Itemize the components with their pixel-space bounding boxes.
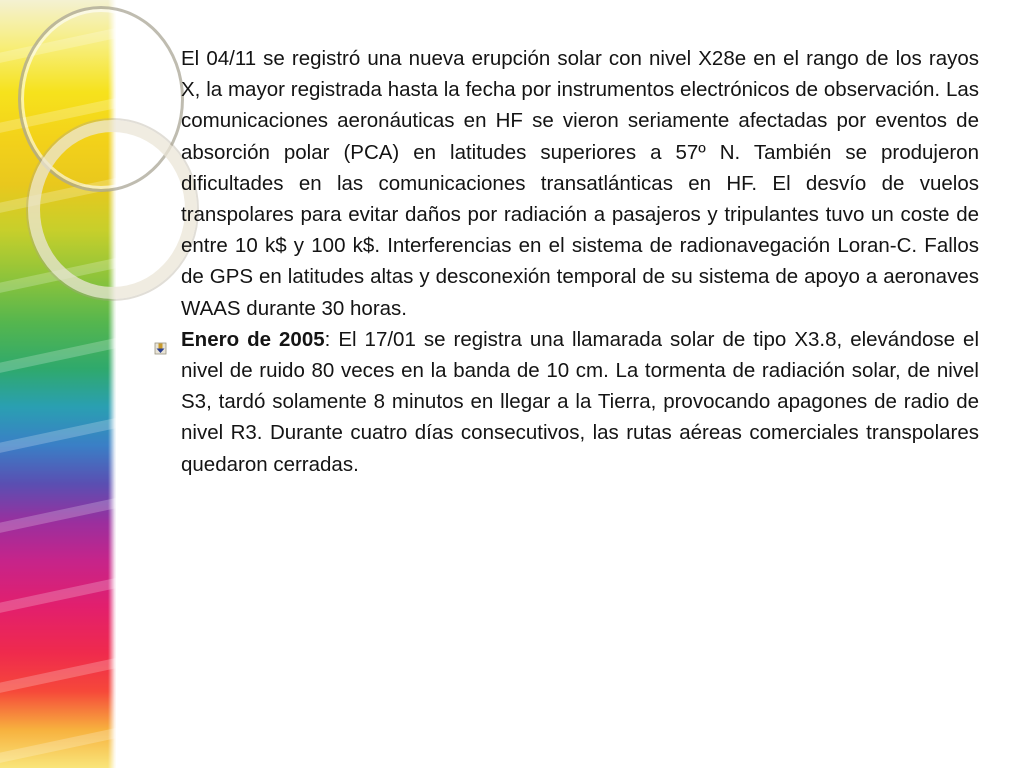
bullet-icon (154, 333, 167, 346)
bullet-heading: Enero de 2005 (181, 327, 325, 351)
bullet-text: El 17/01 se registra una llamarada solar de tipo X3.8, elevándose el nivel de ruido 80 veces en la banda de 10 cm. La tormenta de radiación solar, de nivel S3, tardó solamente 8 minutos en llegar a la Tierra, provocando apagones de radio de nivel R3. Durante cuatro días consecutivos, las rutas aéreas comerciales transpolares quedaron cerradas. (181, 327, 980, 476)
stripe (0, 569, 159, 620)
bullet-separator: : (324, 327, 331, 351)
paragraph: El 04/11 se registró una nueva erupción solar con nivel X28e en el rango de los rayos X, la mayor registrada hasta la fecha por instrumentos electrónicos de observación. Las comunicaciones aeronáuticas en HF se vieron seriamente afectadas por eventos de absorción polar (PCA) en latitudes superiores a 57º N. También se produjeron dificultades en las comunicaciones transatlánticas en HF. El desvío de vuelos transpolares para evitar daños por radiación a pasajeros y tripulantes tuvo un coste de entre 10 k$ y 100 k$. Interferencias en el sistema de radionavegación Loran-C. Fallos de GPS en latitudes altas y desconexión temporal de su sistema de apoyo a aeronaves WAAS durante 30 horas. (181, 47, 979, 320)
stripe (0, 329, 159, 380)
bullet-item (181, 324, 979, 480)
stripe (0, 649, 159, 700)
decorative-ring (28, 120, 197, 299)
stripe (0, 719, 159, 768)
stripe (0, 409, 159, 460)
stripe (0, 489, 159, 540)
slide-body (181, 43, 979, 480)
